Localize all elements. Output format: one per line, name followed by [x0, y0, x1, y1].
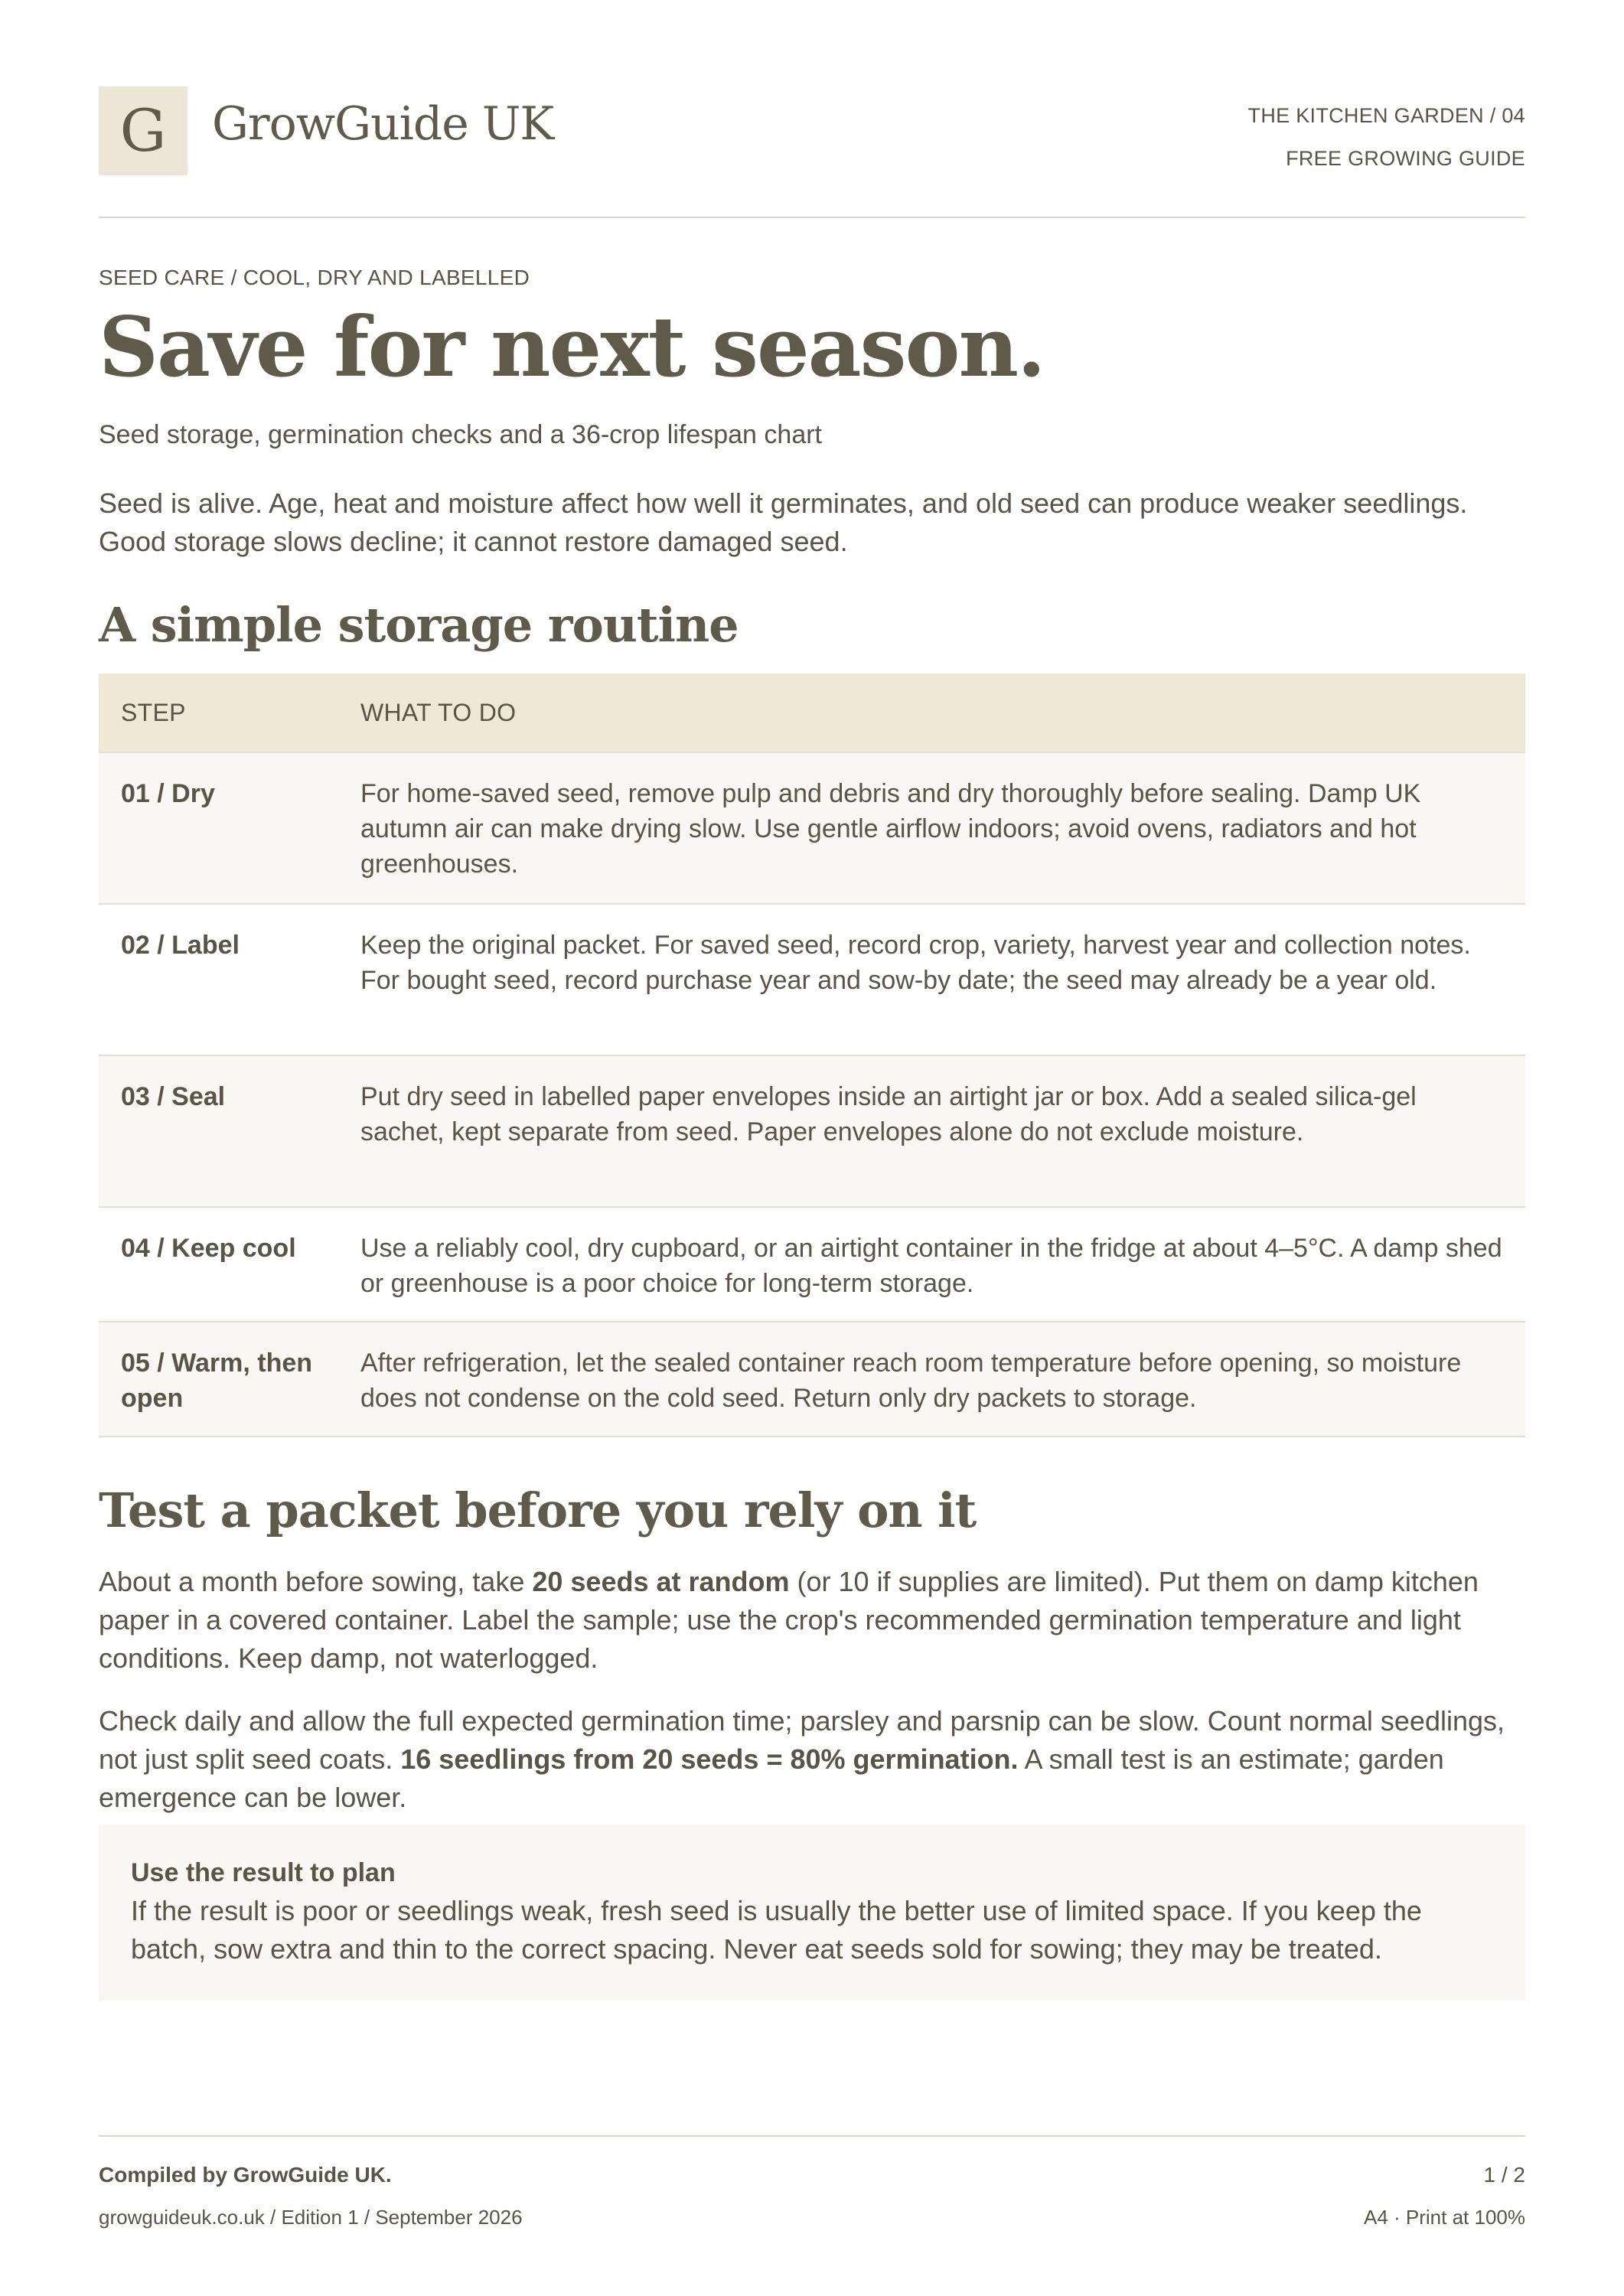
step-label: 03 / Seal	[121, 1082, 226, 1111]
callout-text: If the result is poor or seedlings weak, fresh seed is usually the better use of limited space. If you keep the batch, sow extra and thin to the correct spacing. Never eat seeds sold for sowing; they may be treated.	[131, 1895, 1422, 1965]
test-text: Check daily and allow the full expected germination time; parsley and parsnip can be slow. Count normal seedlings, not just split seed coats.	[99, 1705, 1505, 1775]
logo	[99, 86, 188, 175]
test-paragraph-2	[99, 1702, 1525, 1817]
storage-heading: A simple storage routine	[99, 597, 739, 653]
table-row	[99, 1206, 1525, 1321]
footer-divider	[99, 2135, 1525, 2137]
print-note: A4 · Print at 100%	[1364, 2206, 1525, 2229]
page-number: 1 / 2	[1483, 2163, 1525, 2187]
series-label: THE KITCHEN GARDEN / 04	[1247, 104, 1525, 127]
test-emphasis: 16 seedlings from 20 seeds = 80% germination.	[400, 1743, 1019, 1775]
step-label: 01 / Dry	[121, 779, 215, 808]
table-header	[99, 673, 1525, 752]
step-label: 05 / Warm, then open	[121, 1349, 313, 1413]
callout-box	[99, 1825, 1525, 2001]
step-text: For home-saved seed, remove pulp and debris and dry thoroughly before sealing. Damp UK autumn air can make drying slow. Use gentle airflow indoors; avoid ovens, radiators and hot greenhouses.	[360, 779, 1421, 879]
step-label: 02 / Label	[121, 931, 240, 960]
header-divider	[99, 217, 1525, 218]
table-row	[99, 1321, 1525, 1437]
step-text: After refrigeration, let the sealed container reach room temperature before opening, so moisture does not condense on the cold seed. Return only dry packets to storage.	[360, 1349, 1462, 1413]
column-header-step: STEP	[121, 698, 186, 726]
page-header	[99, 86, 1525, 217]
logo-letter: G	[119, 96, 167, 165]
step-label: 04 / Keep cool	[121, 1234, 296, 1263]
callout-title: Use the result to plan	[131, 1858, 396, 1887]
table-row	[99, 752, 1525, 903]
table-row	[99, 903, 1525, 1055]
brand-name: GrowGuide UK	[212, 97, 554, 151]
test-paragraph-1	[99, 1563, 1525, 1678]
header-meta	[1248, 94, 1525, 180]
page-title: Save for next season.	[99, 299, 1045, 396]
page-subtitle: Seed storage, germination checks and a 36-crop lifespan chart	[99, 420, 822, 449]
footer-compiled: Compiled by GrowGuide UK.	[99, 2163, 392, 2187]
test-text: A small test is an estimate; garden emergence can be lower.	[99, 1743, 1444, 1813]
column-header-what: WHAT TO DO	[360, 698, 517, 726]
test-heading: Test a packet before you rely on it	[99, 1482, 977, 1538]
kicker: SEED CARE / COOL, DRY AND LABELLED	[99, 266, 530, 289]
step-text: Keep the original packet. For saved seed, record crop, variety, harvest year and collection notes. For bought seed, record purchase year and sow-by date; the seed may already be a year old.	[360, 931, 1471, 995]
step-text: Put dry seed in labelled paper envelopes inside an airtight jar or box. Add a sealed silica-gel sachet, kept separate from seed. Paper envelopes alone do not exclude moisture.	[360, 1082, 1417, 1146]
intro-paragraph: Seed is alive. Age, heat and moisture affect how well it germinates, and old seed can produce weaker seedlings. Good storage slows decline; it cannot restore damaged seed.	[99, 488, 1468, 557]
step-text: Use a reliably cool, dry cupboard, or an airtight container in the fridge at about 4–5°C. A damp shed or greenhouse is a poor choice for long-term storage.	[360, 1234, 1502, 1298]
footer-meta: growguideuk.co.uk / Edition 1 / September 2026	[99, 2206, 523, 2229]
test-emphasis: 20 seeds at random	[532, 1566, 790, 1597]
storage-table	[99, 673, 1525, 1437]
guide-type-label: FREE GROWING GUIDE	[1286, 147, 1525, 170]
test-text: About a month before sowing, take	[99, 1566, 533, 1597]
test-text: (or 10 if supplies are limited). Put them on damp kitchen paper in a covered container. Label the sample; use the crop's recommended germination temperature and light conditions. Keep damp, not waterlogged.	[99, 1566, 1479, 1674]
table-row	[99, 1055, 1525, 1206]
